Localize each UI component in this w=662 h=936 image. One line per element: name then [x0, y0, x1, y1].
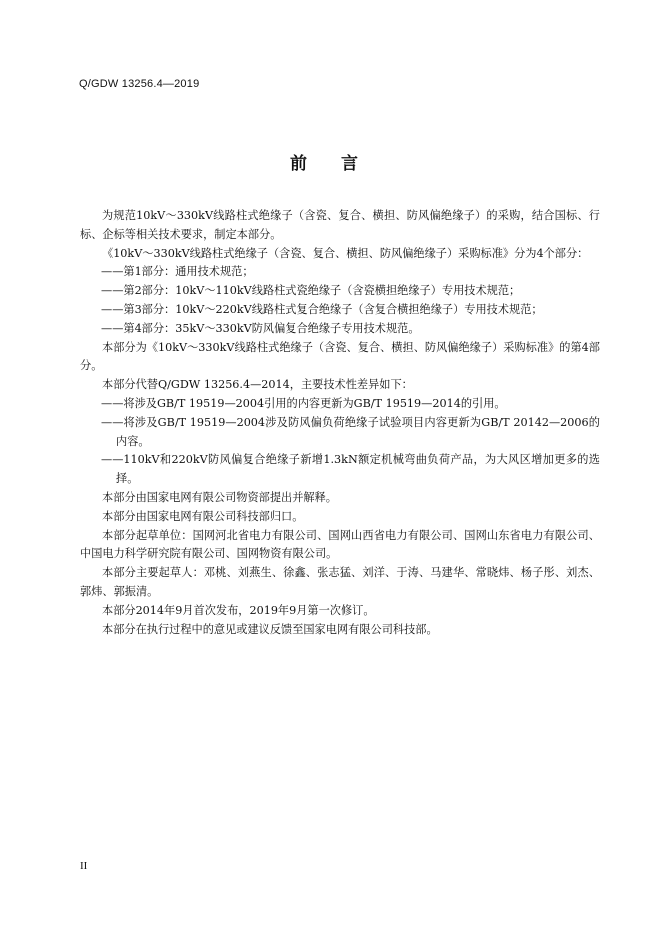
list-item-change-2: ——将涉及GB/T 19519—2004涉及防风偏负荷绝缘子试验项目内容更新为GB/T 20142—2006的内容。: [101, 415, 600, 448]
document-code: Q/GDW 13256.4—2019: [79, 78, 200, 90]
list-item-part-3: ——第3部分：10kV～220kV线路柱式复合绝缘子（含复合横担绝缘子）专用技术规范；: [101, 302, 543, 316]
paragraph-drafting-units: 本部分起草单位：国网河北省电力有限公司、国网山西省电力有限公司、国网山东省电力有限公司、中国电力科学研究院有限公司、国网物资有限公司。: [80, 528, 600, 561]
list-item-change-3: ——110kV和220kV防风偏复合绝缘子新增1.3kN额定机械弯曲负荷产品，为大风区增加更多的选择。: [101, 453, 600, 486]
paragraph-proposed-by: 本部分由国家电网有限公司物资部提出并解释。: [102, 490, 337, 504]
paragraph-this-part: 本部分为《10kV～330kV线路柱式绝缘子（含瓷、复合、横担、防风偏绝缘子）采购标准》的第4部分。: [80, 340, 600, 373]
paragraph-drafters: 本部分主要起草人：邓桃、刘燕生、徐鑫、张志猛、刘洋、于涛、马建华、常晓炜、杨子彤、刘杰、郭炜、郭振清。: [80, 566, 600, 598]
list-item-part-2: ——第2部分：10kV～110kV线路柱式瓷绝缘子（含瓷横担绝缘子）专用技术规范；: [101, 284, 521, 298]
paragraph-replaces: 本部分代替Q/GDW 13256.4—2014，主要技术性差异如下：: [102, 378, 413, 392]
page-title: 前 言: [290, 154, 372, 174]
foreword-body: [80, 207, 600, 639]
paragraph-centralized-by: 本部分由国家电网有限公司科技部归口。: [102, 509, 304, 523]
paragraph-standard-parts: 《10kV～330kV线路柱式绝缘子（含瓷、复合、横担、防风偏绝缘子）采购标准》分为4个部分：: [102, 246, 589, 260]
list-item-part-4: ——第4部分：35kV～330kV防风偏复合绝缘子专用技术规范。: [101, 321, 420, 335]
list-item-part-1: ——第1部分：通用技术规范；: [101, 265, 254, 279]
paragraph-purpose: 为规范10kV～330kV线路柱式绝缘子（含瓷、复合、横担、防风偏绝缘子）的采购，结合国标、行标、企标等相关技术要求，制定本部分。: [80, 209, 600, 241]
page-number: II: [80, 860, 88, 872]
paragraph-release-history: 本部分2014年9月首次发布，2019年9月第一次修订。: [102, 603, 375, 617]
paragraph-feedback: 本部分在执行过程中的意见或建议反馈至国家电网有限公司科技部。: [102, 622, 438, 636]
list-item-change-1: ——将涉及GB/T 19519—2004引用的内容更新为GB/T 19519—2014的引用。: [101, 396, 506, 410]
